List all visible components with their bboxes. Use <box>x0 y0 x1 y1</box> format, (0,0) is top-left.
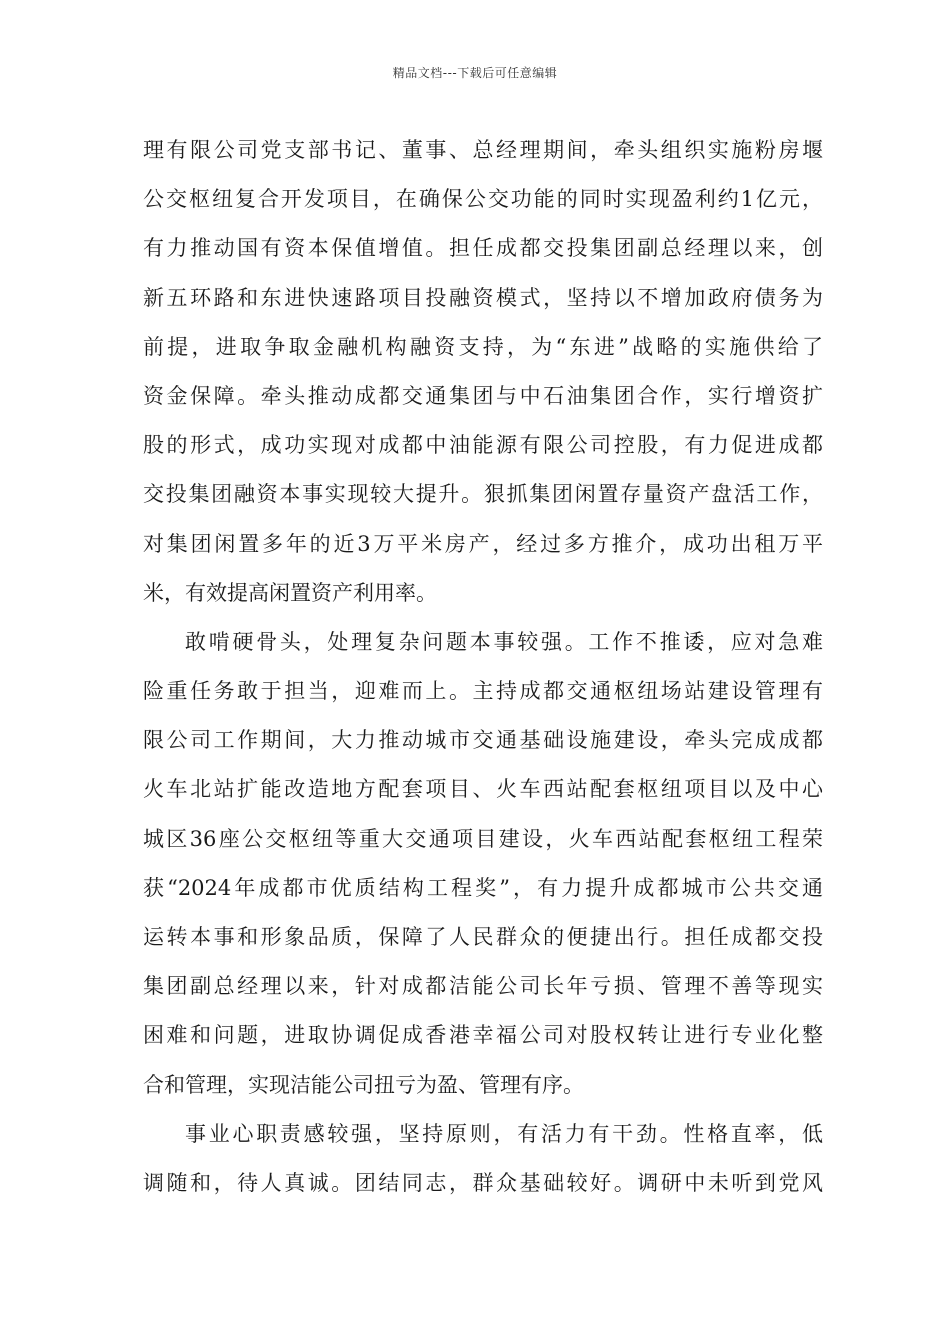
text-line: 交投集团融资本事实现较大提升。狠抓集团闲置存量资产盘活工作， <box>143 482 823 507</box>
text-line: 集团副总经理以来，针对成都洁能公司长年亏损、管理不善等现实 <box>143 974 823 999</box>
text-line: 限公司工作期间，大力推动城市交通基础设施建设，牵头完成成都 <box>143 728 823 753</box>
text-line: 理有限公司党支部书记、董事、总经理期间，牵头组织实施粉房堰 <box>143 138 823 162</box>
text-line: 新五环路和东进快速路项目投融资模式，坚持以不增加政府债务为 <box>143 285 823 310</box>
paragraph-3 <box>143 1110 823 1208</box>
paragraph-1 <box>143 126 823 618</box>
text-line: 合和管理，实现洁能公司扭亏为盈、管理有序。 <box>143 1072 584 1097</box>
text-line: 资金保障。牵头推动成都交通集团与中石油集团合作，实行增资扩 <box>143 383 823 408</box>
text-line: 有力推动国有资本保值增值。担任成都交投集团副总经理以来，创 <box>143 236 823 261</box>
text-line: 事业心职责感较强，坚持原则，有活力有干劲。性格直率，低 <box>185 1121 823 1146</box>
text-line: 调随和，待人真诚。团结同志，群众基础较好。调研中未听到党风 <box>143 1170 823 1195</box>
text-line: 运转本事和形象品质，保障了人民群众的便捷出行。担任成都交投 <box>143 925 823 949</box>
text-line: 困难和问题，进取协调促成香港幸福公司对股权转让进行专业化整 <box>143 1023 823 1048</box>
text-line: 城区36座公交枢纽等重大交通项目建设，火车西站配套枢纽工程荣 <box>143 826 823 851</box>
paragraph-2 <box>143 618 823 1110</box>
text-line: 公交枢纽复合开发项目，在确保公交功能的同时实现盈利约1亿元， <box>143 187 823 212</box>
text-line: 股的形式，成功实现对成都中油能源有限公司控股，有力促进成都 <box>143 433 823 458</box>
text-line: 米，有效提高闲置资产利用率。 <box>143 580 437 605</box>
text-line: 火车北站扩能改造地方配套项目、火车西站配套枢纽项目以及中心 <box>143 777 823 802</box>
text-line: 敢啃硬骨头，处理复杂问题本事较强。工作不推诿，应对急难 <box>185 629 823 654</box>
text-line: 获“2024年成都市优质结构工程奖”，有力提升成都城市公共交通 <box>143 875 823 900</box>
page-header: 精品文档---下载后可任意编辑 <box>392 66 558 80</box>
text-line: 对集团闲置多年的近3万平米房产，经过多方推介，成功出租万平 <box>143 531 823 556</box>
text-line: 险重任务敢于担当，迎难而上。主持成都交通枢纽场站建设管理有 <box>143 679 823 704</box>
document-body <box>143 126 823 1208</box>
text-line: 前提，进取争取金融机构融资支持，为“东进”战略的实施供给了 <box>143 334 823 359</box>
